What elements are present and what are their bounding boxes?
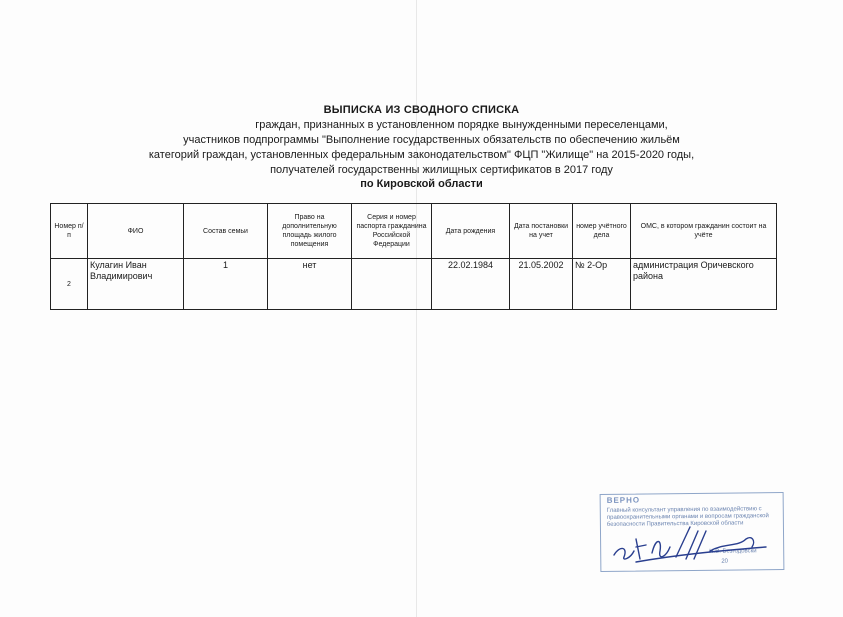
stamp-text: Главный консультант управления по взаимодействию с правоохранительными органами и вопросам гражданской безопасности Правительства Кировской области <box>606 506 769 528</box>
stamp-title: ВЕРНО <box>606 495 641 505</box>
cell-extra-area: нет <box>268 259 352 310</box>
stamp-signature-name: Н.В. Безгодовски <box>709 548 757 555</box>
document-title: ВЫПИСКА ИЗ СВОДНОГО СПИСКА <box>323 104 520 116</box>
register-table <box>50 203 777 310</box>
header-extra-area: Право на дополнительную площадь жилого помещения <box>268 204 352 259</box>
cell-oms: администрация Оричевского района <box>631 259 777 310</box>
handwritten-signature <box>606 517 776 567</box>
header-fio: ФИО <box>88 204 184 259</box>
cell-registration-date: 21.05.2002 <box>510 259 573 310</box>
header-birth-date: Дата рождения <box>432 204 510 259</box>
cell-family: 1 <box>184 259 268 310</box>
subtitle-line-2: участников подпрограммы "Выполнение государственных обязательств по обеспечению жильём <box>183 134 680 146</box>
header-passport: Серия и номер паспорта гражданина Российской Федерации <box>352 204 432 259</box>
header-case-number: номер учётного дела <box>573 204 631 259</box>
cell-birth-date: 22.02.1984 <box>432 259 510 310</box>
cell-number: 2 <box>51 259 88 310</box>
table-row <box>51 259 777 310</box>
cell-case-number: № 2-Ор <box>573 259 631 310</box>
subtitle-line-4: получателей государственны жилищных сертификатов в 2017 году <box>270 164 613 176</box>
subtitle-line-1: граждан, признанных в установленном порядке вынужденными переселенцами, <box>255 119 668 131</box>
region-line: по Кировской области <box>360 178 483 190</box>
header-number: Номер п/п <box>51 204 88 259</box>
header-registration-date: Дата постановки на учет <box>510 204 573 259</box>
stamp-year: 20 <box>721 558 729 565</box>
subtitle-line-3: категорий граждан, установленных федеральным законодательством" ФЦП "Жилище" на 2015-2020 годы, <box>148 149 695 161</box>
header-family: Состав семьи <box>184 204 268 259</box>
table-header-row <box>51 204 777 259</box>
cell-passport <box>352 259 432 310</box>
header-oms: ОМС, в котором гражданин состоит на учёте <box>631 204 777 259</box>
cell-fio: Кулагин Иван Владимирович <box>88 259 184 310</box>
